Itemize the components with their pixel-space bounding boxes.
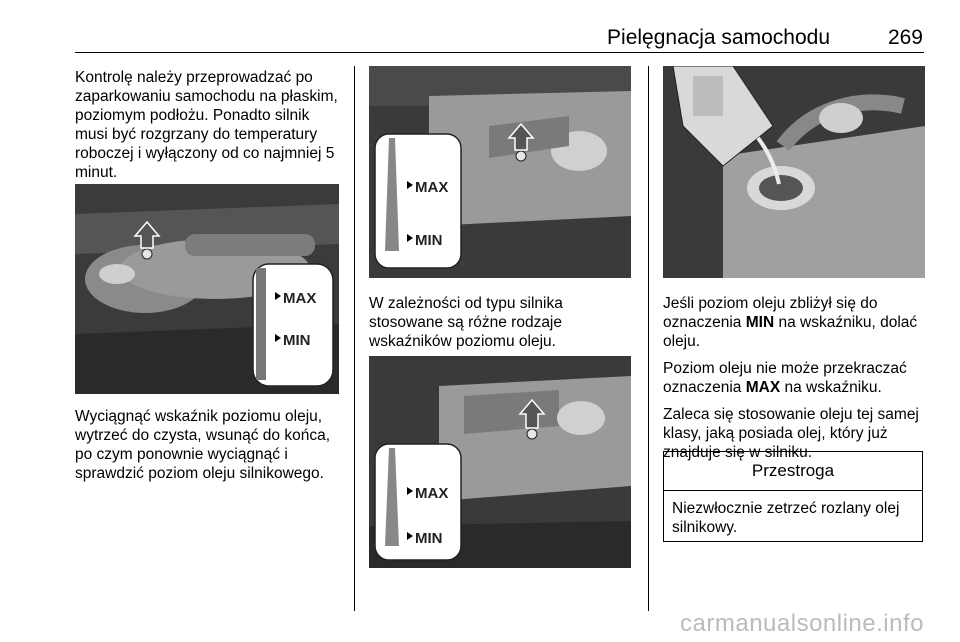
column-divider-2: [648, 66, 649, 611]
figure-max-label: MAX: [415, 179, 449, 196]
paragraph-pull-dipstick: Wyciągnąć wskaźnik poziomu oleju, wytrzeć do czysta, wsunąć do końca, po czym ponownie wyciągnąć i sprawdzić poziom oleju silnikowego.: [75, 408, 331, 482]
figure-min-label: MIN: [415, 232, 443, 249]
running-header-title: Pielęgnacja samochodu: [607, 26, 830, 49]
caution-box: [663, 451, 923, 542]
column-divider-1: [354, 66, 355, 611]
text-run: na wskaźniku.: [780, 379, 882, 396]
min-mark-text: MIN: [745, 314, 775, 331]
figure-engine-dipstick-3: [369, 356, 631, 568]
header-rule: [75, 52, 924, 53]
paragraph-dipstick-types: W zależności od typu silnika stosowane są różne rodzaje wskaźników poziomu oleju.: [369, 295, 563, 350]
column-1-intro: [75, 68, 343, 182]
column-1-instructions: [75, 407, 343, 483]
watermark: carmanualsonline.info: [680, 610, 924, 637]
text-run: Jeśli poziom oleju zbliżył się do oznaczenia: [663, 295, 878, 331]
column-2-text: [369, 294, 631, 351]
page-number: 269: [887, 26, 923, 49]
figure-engine-dipstick-1: [75, 184, 339, 394]
figure-adding-oil: [663, 66, 925, 278]
figure-min-label: MIN: [283, 332, 311, 349]
text-run: na wskaźniku, dolać oleju.: [663, 314, 918, 350]
paragraph-add-oil: [663, 294, 928, 351]
max-mark-text: MAX: [745, 379, 781, 396]
figure-max-label: MAX: [415, 485, 449, 502]
caution-body: Niezwłocznie zetrzeć rozlany olej silnikowy.: [672, 500, 900, 536]
figure-min-label: MIN: [415, 530, 443, 547]
column-3-text: [663, 294, 928, 462]
text-run: Poziom oleju nie może przekraczać oznaczenia: [663, 360, 907, 396]
figure-max-label: MAX: [283, 290, 317, 307]
paragraph-check-conditions: Kontrolę należy przeprowadzać po zaparkowaniu samochodu na płaskim, poziomym podłożu. Ponadto silnik musi być rozgrzany do temperatury roboczej i wyłączony od co najmniej 5 minut.: [75, 69, 338, 181]
paragraph-max-limit: [663, 359, 928, 397]
paragraph-oil-grade: Zaleca się stosowanie oleju tej samej klasy, jaką posiada olej, który już znajduje się w silniku.: [663, 406, 919, 461]
caution-heading: Przestroga: [664, 452, 922, 491]
figure-engine-dipstick-2: [369, 66, 631, 278]
